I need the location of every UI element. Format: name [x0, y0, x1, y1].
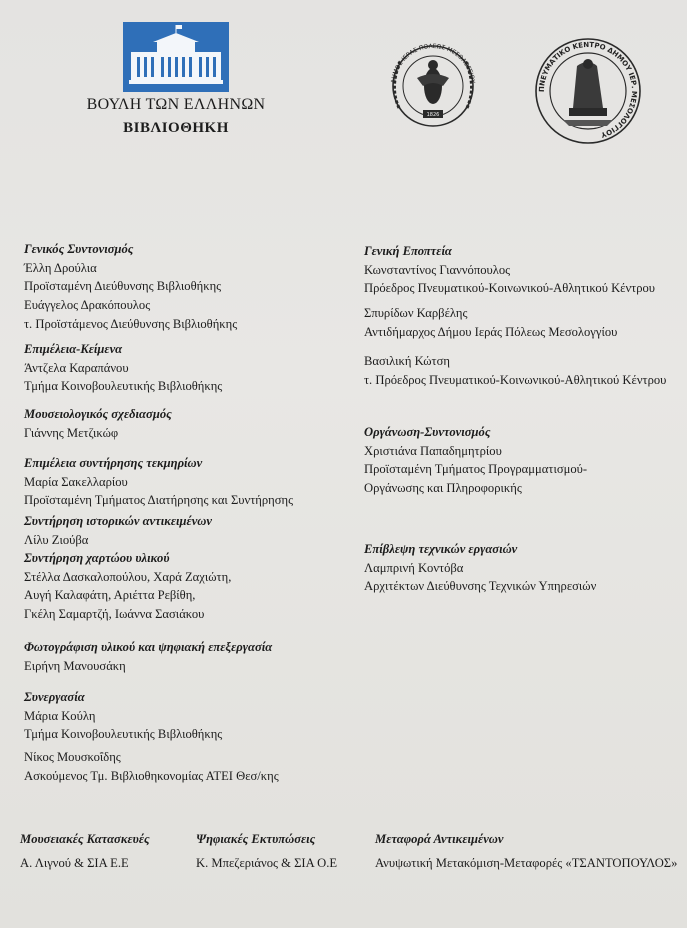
- credit-heading: Οργάνωση-Συντονισμός: [364, 425, 491, 439]
- credit-company: Α. Λιγνού & ΣΙΑ Ε.Ε: [20, 855, 129, 870]
- credit-photography: [24, 638, 272, 675]
- seal1-text: ΔΗΜΟΣ ΙΕΡΑΣ ΠΟΛΕΩΣ ΜΕΣΟΛΟΓΓΙΟΥ: [390, 42, 476, 84]
- credit-role: τ. Πρόεδρος Πνευματικού-Κοινωνικού-Αθλητικού Κέντρου: [364, 372, 667, 387]
- credit-name: Μαρία Σακελλαρίου: [24, 474, 128, 489]
- credit-role: Τμήμα Κοινοβουλευτικής Βιβλιοθήκης: [24, 379, 223, 393]
- credit-heading: Συντήρηση ιστορικών αντικειμένων: [24, 514, 213, 528]
- credit-digital-prints: [196, 830, 337, 872]
- credit-collaboration: [24, 688, 222, 744]
- credit-heading: Επιμέλεια συντήρησης τεκμηρίων: [24, 456, 203, 470]
- seal2-text: ΠΝΕΥΜΑΤΙΚΟ ΚΕΝΤΡΟ ΔΗΜΟΥ ΙΕΡ. ΜΕΣΟΛΟΓΓΙΟΥ: [537, 40, 639, 139]
- credit-historic-objects: [24, 512, 212, 549]
- credit-heading: Γενικός Συντονισμός: [24, 242, 134, 256]
- credit-object-transport: [375, 830, 677, 872]
- credit-name: Άντζελα Καραπάνου: [24, 360, 129, 375]
- credit-name: Λαμπρινή Κοντόβα: [364, 560, 464, 575]
- credit-museum-construction: [20, 830, 150, 872]
- credit-name: Βασιλική Κώτση: [364, 354, 450, 368]
- credit-heading: Επίβλεψη τεχνικών εργασιών: [364, 542, 518, 556]
- credit-name: Ευάγγελος Δρακόπουλος: [24, 298, 151, 312]
- credit-museology: [24, 405, 172, 442]
- credit-name: Ειρήνη Μανουσάκη: [24, 658, 126, 673]
- credit-name: Χριστιάνα Παπαδημητρίου: [364, 443, 502, 458]
- mesolonghi-municipality-seal-icon: [377, 30, 489, 142]
- credit-name: Έλλη Δρούλια: [24, 260, 97, 275]
- credit-organization: [364, 423, 587, 497]
- credit-company: Ανυψωτική Μετακόμιση-Μεταφορές «ΤΣΑΝΤΟΠΟΥΛΟΣ»: [375, 855, 678, 870]
- credit-general-supervision: [364, 242, 655, 298]
- credit-name: Λίλυ Ζιούβα: [24, 532, 89, 547]
- credit-role: Προϊσταμένη Τμήματος Προγραμματισμού-: [364, 462, 588, 476]
- credit-role: Πρόεδρος Πνευματικού-Κοινωνικού-Αθλητικού Κέντρου: [364, 281, 656, 295]
- credit-name: Στέλλα Δασκαλοπούλου, Χαρά Ζαχιώτη,: [24, 569, 232, 584]
- credit-supervision-third: [364, 352, 666, 389]
- hellenic-parliament-logo-icon: [123, 22, 229, 92]
- credit-role: Ασκούμενος Τμ. Βιβλιοθηκονομίας ΑΤΕΙ Θεσ/κης: [24, 768, 279, 783]
- credit-name: Νίκος Μουσκοΐδης: [24, 750, 121, 764]
- credit-name: Σπυρίδων Καρβέλης: [364, 306, 468, 320]
- credit-conservation-supervision: [24, 454, 293, 510]
- credit-role: Τμήμα Κοινοβουλευτικής Βιβλιοθήκης: [24, 727, 223, 741]
- credit-heading: Ψηφιακές Εκτυπώσεις: [196, 832, 316, 846]
- credit-name: Γκέλη Σαμαρτζή, Ιωάννα Σασιάκου: [24, 606, 205, 621]
- credit-name: Μάρια Κούλη: [24, 708, 96, 723]
- credit-coordination-second: [24, 296, 237, 333]
- credit-heading: Μουσειολογικός σχεδιασμός: [24, 407, 172, 421]
- credit-heading: Μεταφορά Αντικειμένων: [375, 832, 504, 846]
- credit-role: Αρχιτέκτων Διεύθυνσης Τεχνικών Υπηρεσιών: [364, 579, 597, 593]
- credit-supervision-second: [364, 304, 617, 341]
- credit-role: Αντιδήμαρχος Δήμου Ιεράς Πόλεως Μεσολογγίου: [364, 324, 618, 339]
- spiritual-center-seal-icon: [533, 36, 643, 146]
- credit-role: Οργάνωσης και Πληροφορικής: [364, 480, 522, 495]
- credit-role: Προϊσταμένη Διεύθυνσης Βιβλιοθήκης: [24, 279, 222, 293]
- credit-name: Αυγή Καλαφάτη, Αριέττα Ρεβίθη,: [24, 588, 196, 602]
- credit-name: Γιάννης Μετζικώφ: [24, 425, 119, 440]
- credit-role: Προϊσταμένη Τμήματος Διατήρησης και Συντήρησης: [24, 493, 294, 507]
- credit-heading: Φωτογράφιση υλικού και ψηφιακή επεξεργασία: [24, 640, 273, 654]
- credit-role: τ. Προϊστάμενος Διεύθυνσης Βιβλιοθήκης: [24, 316, 238, 331]
- seal1-year: 1826: [426, 112, 440, 118]
- credit-name: Κωνσταντίνος Γιαννόπουλος: [364, 262, 511, 277]
- credit-company: Κ. Μπεζεριάνος & ΣΙΑ Ο.Ε: [196, 855, 338, 870]
- credit-paper-conservation: [24, 549, 231, 623]
- credit-editing: [24, 340, 222, 396]
- credit-technical-supervision: [364, 540, 596, 596]
- credit-heading: Μουσειακές Κατασκευές: [20, 832, 150, 846]
- credit-collaboration-second: [24, 748, 279, 785]
- org-subtitle: ΒΙΒΛΙΟΘΗΚΗ: [123, 120, 229, 136]
- credit-heading: Επιμέλεια-Κείμενα: [24, 342, 123, 356]
- credit-heading: Γενική Εποπτεία: [364, 244, 452, 258]
- credit-general-coordination: [24, 240, 221, 296]
- credit-heading: Συνεργασία: [24, 690, 85, 704]
- credit-heading: Συντήρηση χαρτώου υλικού: [24, 551, 170, 565]
- org-title: ΒΟΥΛΗ ΤΩΝ ΕΛΛΗΝΩΝ: [86, 96, 266, 113]
